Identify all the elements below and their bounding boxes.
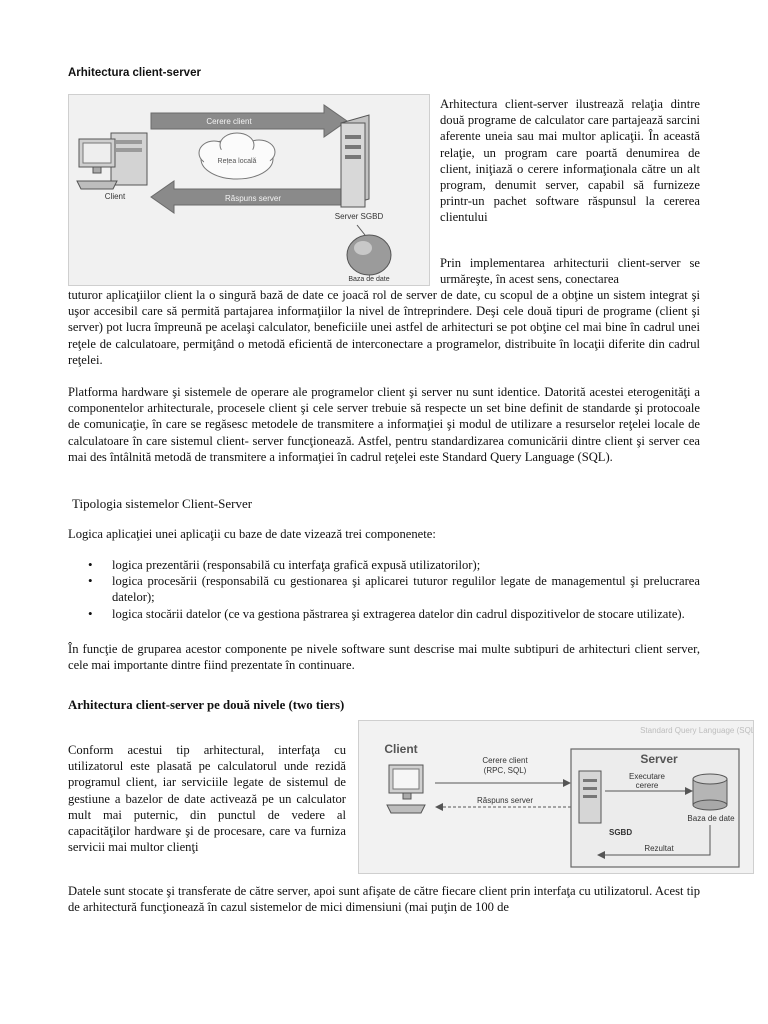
- two-tier-heading: Arhitectura client-server pe două nivele (two tiers): [68, 698, 345, 712]
- server-tower-icon: [341, 115, 369, 207]
- request-detail: (RPC, SQL): [483, 766, 527, 775]
- exec-label-1: Executare: [628, 772, 666, 781]
- server-label: Server SGBD: [334, 212, 384, 221]
- database-icon: [347, 235, 391, 275]
- hardware-paragraph: Platforma hardware şi sistemele de operare ale programelor client şi server nu sunt identice. Datorită acestei eterogenităţi a componentelor arhitecturale, procesele client şi cele server trebuie să respecte un set bine definit de standarde şi protocoale de comunicaţie, în care se regăsesc metodele de transmitere a informaţiei şi modul de utilizare a resurselor reţelei locale de calculatoare în care sistemul client- server funcţionează. Astfel, pentru standardizarea comunicării dintre client şi server cea mai des întâlnită metodă de transmitere a informaţiei în cadrul reţelei este Standard Query Language (SQL).: [68, 385, 700, 464]
- result-label: Rezultat: [644, 844, 674, 853]
- sgbd-label: SGBD: [609, 828, 633, 837]
- client-computer-icon: [387, 765, 425, 813]
- client-label: Client: [384, 742, 418, 756]
- client-computer-icon: [77, 133, 147, 189]
- database-icon: [693, 774, 727, 810]
- response-label: Răspuns server: [224, 194, 282, 203]
- diagram2-bg-text: Standard Query Language (SQL): [640, 726, 753, 735]
- components-intro: Logica aplicaţiei unei aplicaţii cu baze de date vizează trei componenete:: [68, 527, 436, 541]
- components-list: [68, 557, 700, 622]
- implementation-paragraph: tuturor aplicaţiilor client la o singură bază de date ce joacă rol de server de date, cu scopul de a obţine un sistem integrat şi uşor accesibil care să permită partajarea informaţiilor la nivel de întreprindere. Deşi cele două tipuri de programe (client şi server) pot lucra împreună pe acelaşi calculator, beneficiile unei astfel de arhitecturi se pot obţine cel mai bine în cadrul unei reţele de calculatoare, permiţând o metodă eficientă de interconectare a programelor, distribuite în locaţii diferite din cadrul reţelei.: [68, 288, 700, 367]
- exec-label-2: cerere: [635, 781, 659, 790]
- request-label: Cerere client: [482, 756, 528, 765]
- final-paragraph: Datele sunt stocate şi transferate de către server, apoi sunt afişate de către fiecare client prin interfaţa cu utilizatorul. Acest tip de arhitectură funcţionează în cazul sistemelor de mici dimensiuni (mai puţin de 100 de: [68, 884, 700, 915]
- two-tier-diagram-svg: [359, 721, 753, 873]
- two-tier-diagram: [358, 720, 754, 874]
- page-heading: Arhitectura client-server: [68, 67, 201, 79]
- grouping-paragraph: În funcţie de gruparea acestor componente pe nivele software sunt descrise mai multe subtipuri de arhitecturi client server, cele mai importante dintre fiind prezentate în continuare.: [68, 642, 700, 673]
- response-label: Răspuns server: [476, 796, 534, 805]
- server-tower-icon: [579, 771, 601, 823]
- two-tier-paragraph: Conform acestui tip arhitectural, interfaţa cu utilizatorul este plasată pe calculatorul unde rezidă programul client, iar serviciile legate de sistemul de gestiune a bazelor de date activează pe un calculator mult mai puternic, din punctul de vedere al capacităţilor hardware şi de procesare, care va furniza servicii mai multor clienţi: [68, 743, 346, 855]
- list-item: • logica stocării datelor (ce va gestiona păstrarea şi extragerea datelor din cadrul dispozitivelor de stocare utilizate).: [68, 606, 700, 622]
- client-server-diagram: [68, 94, 430, 286]
- typology-heading: Tipologia sistemelor Client-Server: [72, 496, 253, 511]
- request-label: Cerere client: [206, 117, 252, 126]
- intro-paragraph: Arhitectura client-server ilustrează relaţia dintre două programe de calculator care partajează sarcini aferente uneia sau mai multor aplicaţii. În această relaţie, un program care poartă denumirea de client, iniţiază o cerere informaţionala către un alt program, denumit server, capabil să furnizeze printr-un pachet software răspunsul la cererea clientului: [440, 97, 700, 225]
- client-label: Client: [104, 192, 126, 201]
- db-label: Baza de date: [687, 814, 735, 823]
- network-label: Rețea locală: [217, 158, 257, 165]
- list-item: • logica prezentării (responsabilă cu interfaţa grafică expusă utilizatorilor);: [68, 557, 700, 573]
- server-label: Server: [640, 752, 678, 766]
- client-server-diagram-svg: [69, 95, 429, 285]
- db-label: Baza de date: [348, 276, 390, 283]
- implementation-paragraph-start: Prin implementarea arhitecturii client-server se urmăreşte, în acest sens, conectarea: [440, 256, 700, 287]
- list-item: • logica procesării (responsabilă cu gestionarea şi aplicarei tuturor regulilor legate de managementul şi prelucrarea datelor);: [68, 573, 700, 605]
